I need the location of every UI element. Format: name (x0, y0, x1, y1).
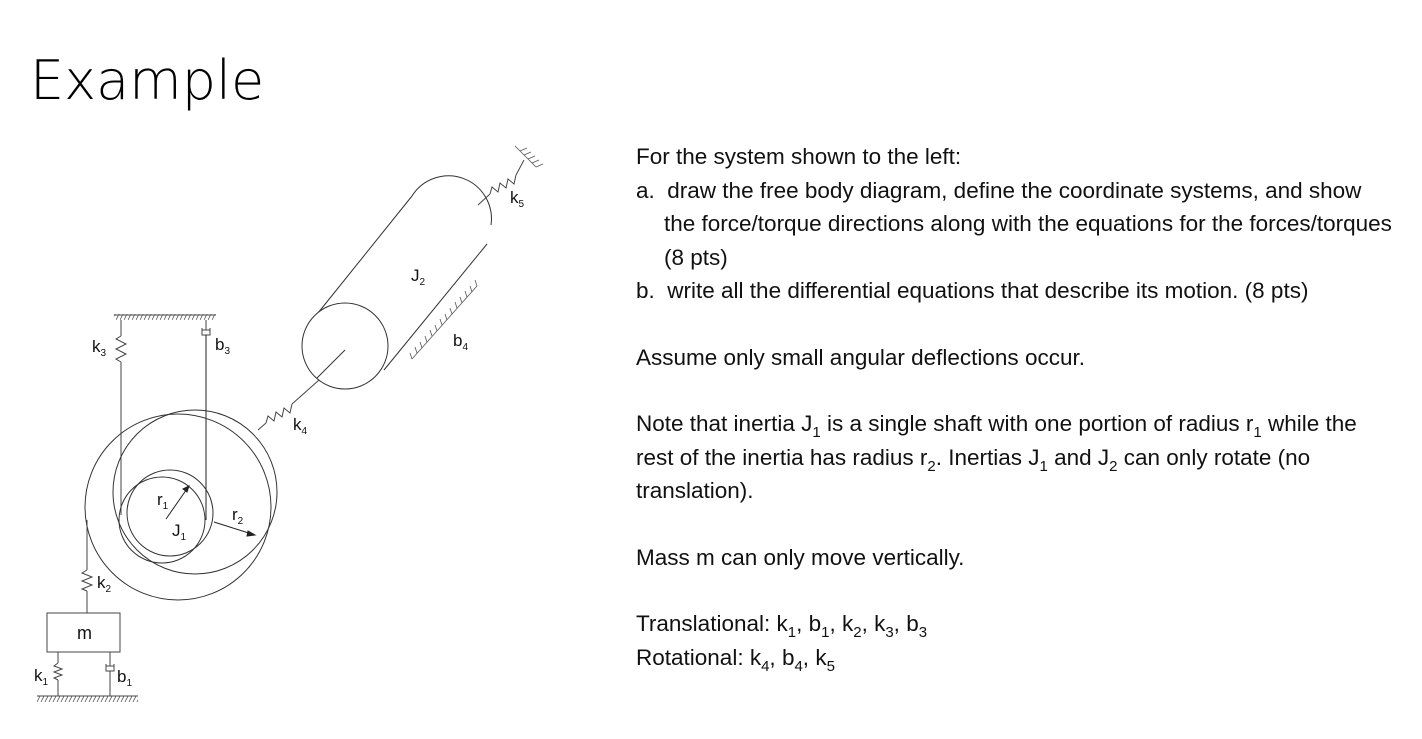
spring-k3 (116, 320, 126, 515)
label-b1: $b_1$ (117, 667, 133, 689)
assumption-text: Assume only small angular deflections occur. (636, 344, 1085, 370)
translational-elements: Translational: $k_1$, $b_1$, $k_2$, $k_3$, $b_3$ (636, 611, 928, 641)
ceiling-ground (114, 314, 216, 320)
item-marker: b. (636, 278, 655, 303)
label-r1: $r_1$ (157, 490, 169, 512)
spring-k1 (54, 652, 62, 696)
label-k1: $k_1$ (34, 666, 49, 688)
label-b4: $b_4$ (453, 331, 469, 353)
mechanical-system-diagram (0, 0, 620, 739)
label-k5: $k_5$ (510, 188, 525, 210)
damper-b1 (106, 652, 114, 696)
item-text: draw the free body diagram, define the coordinate systems, and show the force/torque directions along with the equations for the forces/torques (8 pts) (664, 177, 1392, 270)
radius-r1-arrow (166, 486, 189, 519)
pulley-J1 (85, 410, 277, 600)
radius-r2-arrow (214, 522, 255, 536)
label-k3: $k_3$ (92, 337, 107, 359)
floor-ground (37, 696, 138, 702)
problem-item-a (636, 174, 1396, 275)
label-r2: $r_2$ (232, 505, 244, 527)
mass-note: Mass m can only move vertically. (636, 544, 965, 570)
cylinder-J2 (302, 176, 491, 389)
label-b3: $b_3$ (215, 335, 231, 357)
item-marker: a. (636, 177, 655, 203)
label-J2: $J_2$ (411, 266, 426, 288)
label-k4: $k_4$ (293, 415, 308, 437)
slide-title: Example (30, 49, 265, 112)
label-k2: $k_2$ (97, 573, 112, 595)
problem-item-b (636, 274, 1396, 308)
label-mass: m (77, 623, 92, 643)
rotational-elements: Rotational: $k_4$, $b_4$, $k_5$ (636, 644, 835, 675)
problem-statement (636, 140, 1396, 674)
wall-ground-k5 (515, 146, 543, 167)
spring-k2 (82, 520, 92, 613)
problem-intro: For the system shown to the left: (636, 144, 962, 169)
inertia-note: Note that inertia $J_1$ is a single shaft with one portion of radius $r_1$ while the rest of the inertia has radius $r_2$. Inertias $J_1$ and $J_2$ can only rotate (no translation). (636, 411, 1357, 503)
label-J1: $J_1$ (172, 521, 187, 543)
item-text: write all the differential equations that describe its motion. (8 pts) (667, 278, 1309, 303)
